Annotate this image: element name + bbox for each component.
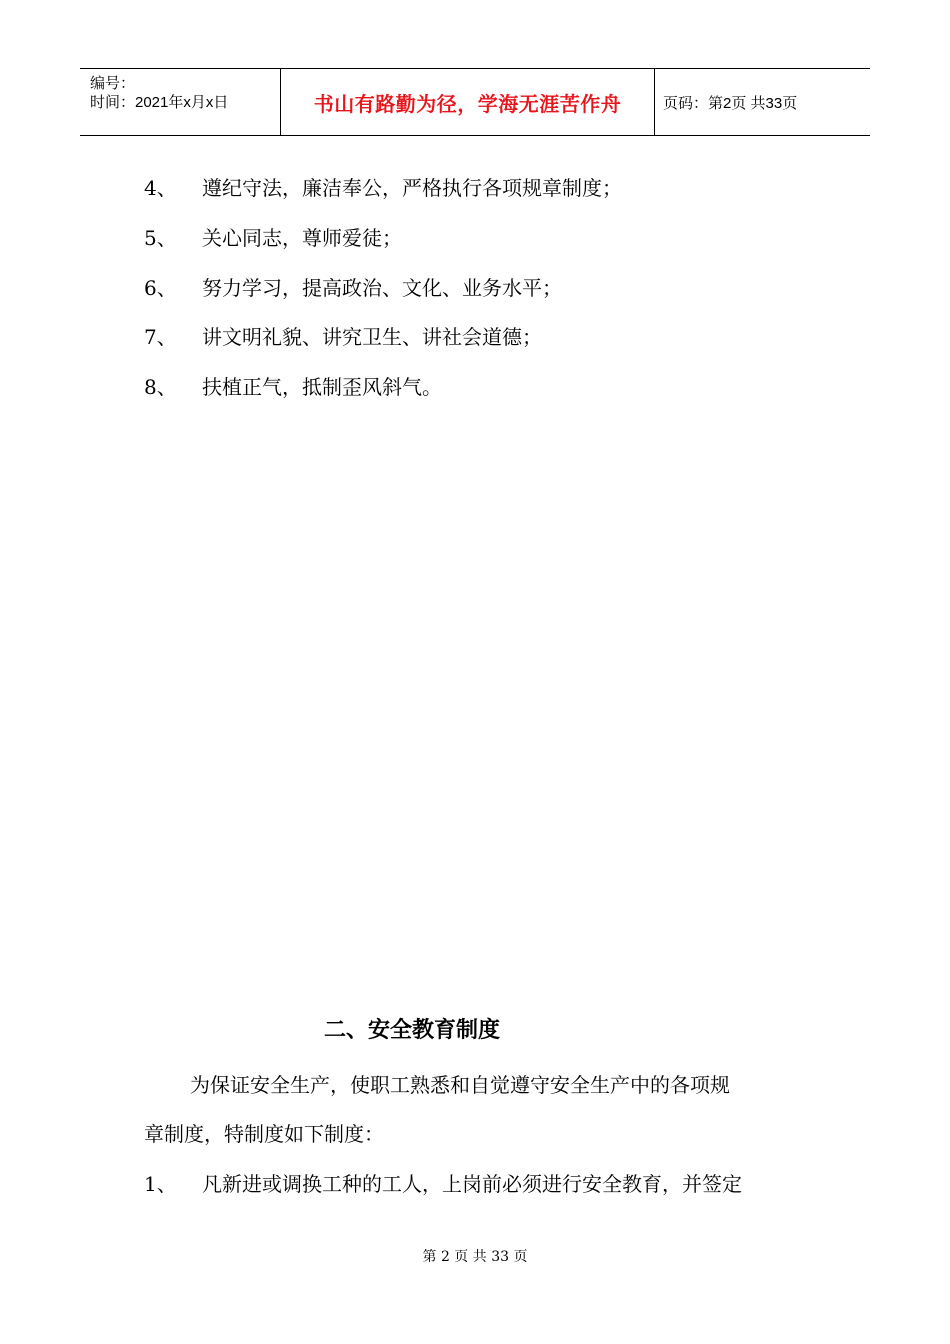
header-page-info: 页码：第2页 共33页 — [663, 94, 798, 112]
list-item — [144, 321, 542, 350]
list-item-text: 遵纪守法，廉洁奉公，严格执行各项规章制度； — [202, 176, 622, 200]
list-item-text: 关心同志，尊师爱徒； — [202, 226, 402, 250]
page-header — [80, 68, 870, 136]
document-number-label: 编号： — [90, 75, 136, 92]
list-item-number: 1、 — [144, 1172, 177, 1196]
list-item-number: 4、 — [144, 176, 177, 200]
document-date-label: 时间：2021年x月x日 — [90, 94, 229, 111]
intro-paragraph-line: 为保证安全生产，使职工熟悉和自觉遵守安全生产中的各项规 — [190, 1073, 730, 1097]
header-page-cell — [655, 69, 870, 135]
list-item — [144, 1168, 742, 1197]
list-item-text: 扶植正气，抵制歪风斜气。 — [202, 375, 442, 399]
list-item-text: 凡新进或调换工种的工人，上岗前必须进行安全教育，并签定 — [202, 1172, 742, 1196]
section-heading: 二、安全教育制度 — [324, 1018, 501, 1043]
list-item-text: 讲文明礼貌、讲究卫生、讲社会道德； — [202, 325, 542, 349]
list-item-number: 8、 — [144, 375, 177, 399]
list-item-number: 6、 — [144, 276, 177, 300]
header-meta-cell — [80, 69, 281, 135]
list-item-text: 努力学习，提高政治、文化、业务水平； — [202, 276, 562, 300]
list-item — [144, 222, 402, 251]
list-item — [144, 272, 562, 301]
intro-paragraph-line: 章制度，特制度如下制度： — [144, 1122, 384, 1146]
page-footer: 第 2 页 共 33 页 — [422, 1249, 528, 1265]
header-motto-cell — [281, 69, 655, 135]
list-item — [144, 172, 622, 201]
list-item — [144, 371, 442, 400]
list-item-number: 7、 — [144, 325, 177, 349]
list-item-number: 5、 — [144, 226, 177, 250]
header-motto: 书山有路勤为径，学海无涯苦作舟 — [313, 91, 622, 116]
